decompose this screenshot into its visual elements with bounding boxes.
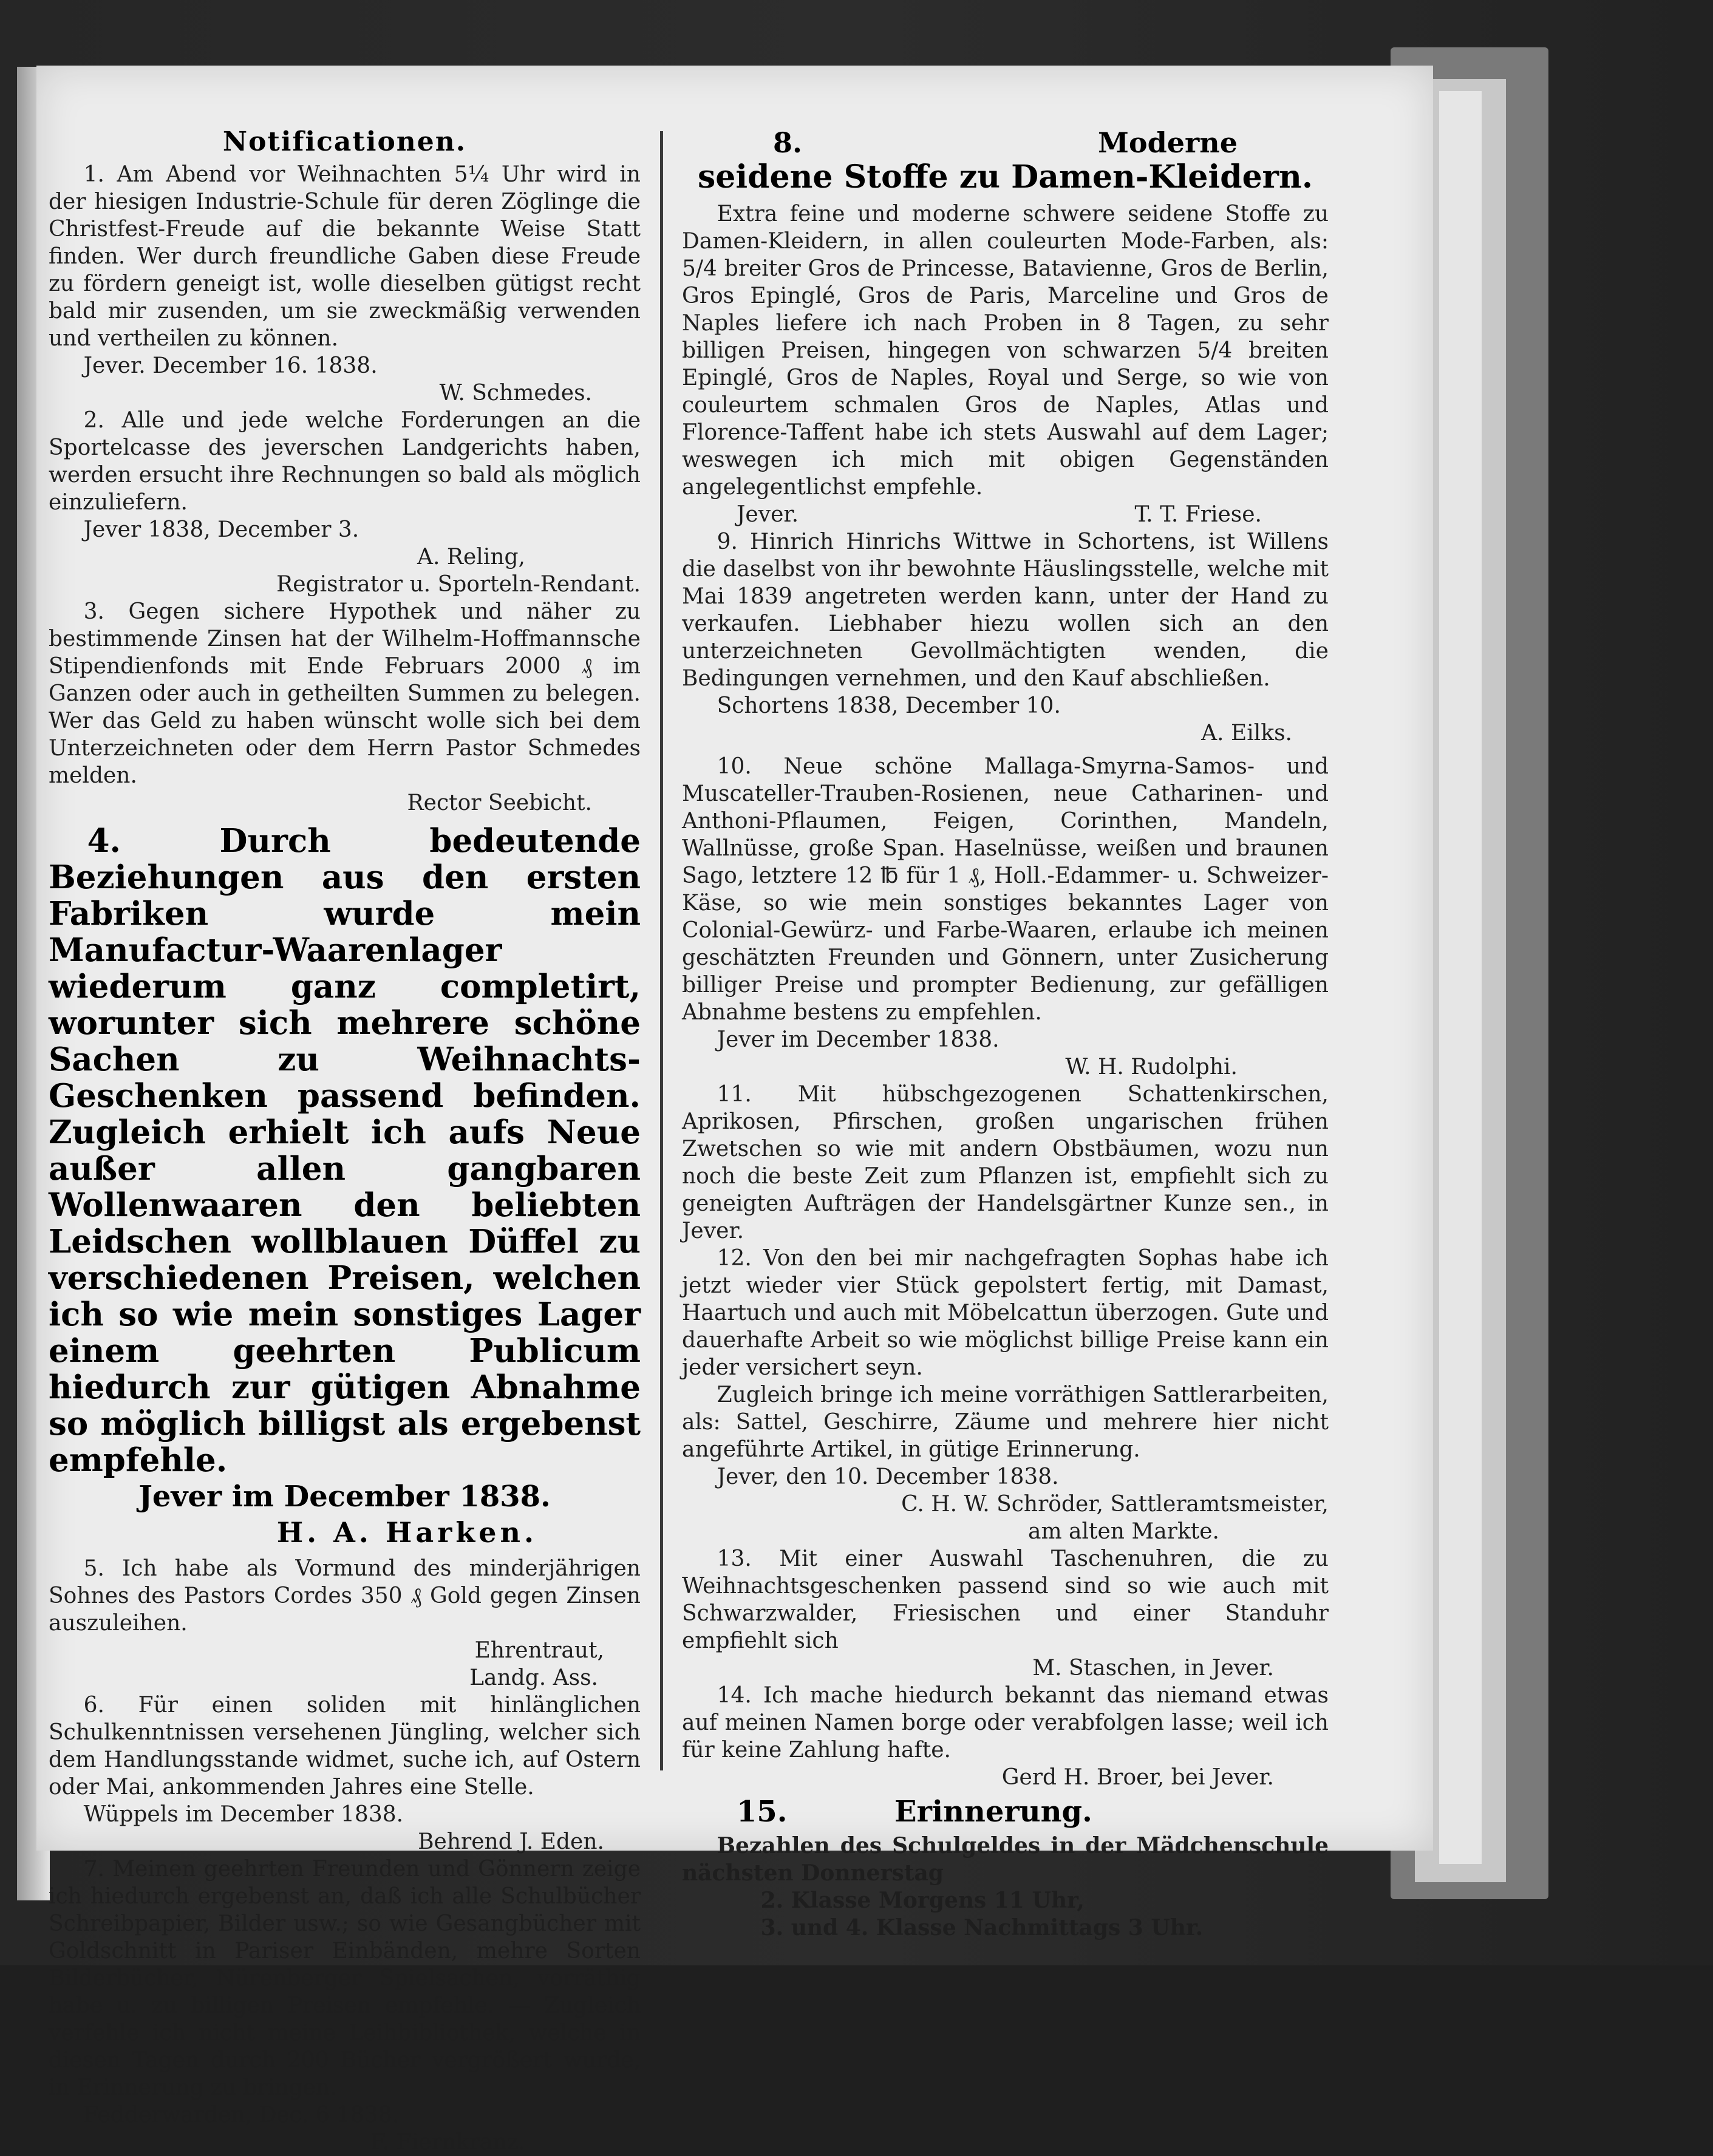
notice-9-date: Schortens 1838, December 10. bbox=[717, 693, 1061, 718]
notice-2-date: Jever 1838, December 3. bbox=[83, 517, 359, 542]
notice-6-text: 6. Für einen soliden mit hinlänglichen Schulkenntnissen versehenen Jüngling, welcher sich dem Handlungsstande widmet, suche ich, auf Ostern oder Mai, ankommenden Jahres eine Stelle. bbox=[49, 1693, 641, 1800]
notice-13-text: 13. Mit einer Auswahl Taschenuhren, die zu Weihnachtsgeschenken passend sind so wie auch mit Schwarzwalder, Friesischen und einer Standuhr empfiehlt sich bbox=[682, 1546, 1329, 1653]
page-stack-edge-inner bbox=[1439, 91, 1482, 1864]
right-column bbox=[682, 126, 1329, 1942]
notice-10-date: Jever im December 1838. bbox=[717, 1027, 1000, 1052]
notice-4-place: Jever im December 1838. bbox=[138, 1480, 551, 1514]
newspaper-page bbox=[36, 66, 1433, 2155]
column-rule bbox=[660, 131, 663, 1770]
notice-6-date: Wüppels im December 1838. bbox=[83, 1802, 404, 1827]
notice-10-signature: W. H. Rudolphi. bbox=[1065, 1055, 1238, 1080]
notice-15-line-2: 3. und 4. Klasse Nachmittags 3 Uhr. bbox=[760, 1915, 1204, 1940]
section-heading: Notificationen. bbox=[222, 126, 467, 157]
notice-3-text: 3. Gegen sichere Hypothek und näher zu bestimmende Zinsen hat der Wilhelm-Hoffmannsche Stipendienfonds mit Ende Februars 2000 ₰ im Ganzen oder auch in getheilten Summen zu belegen. Wer das Geld zu haben wünscht wolle sich bei dem Unterzeichneten oder dem Herrn Pastor Schmedes melden. bbox=[49, 599, 641, 788]
notice-12-date: Jever, den 10. December 1838. bbox=[717, 1464, 1059, 1489]
notice-15-heading-line bbox=[682, 1795, 1329, 1829]
notice-5-text: 5. Ich habe als Vormund des minderjährigen Sohnes des Pastors Cordes 350 ₰ Gold gegen Zinsen auszuleihen. bbox=[49, 1556, 641, 1636]
notice-7-text: 7. Meinen geehrten Freunden und Gönnern zeige ich hiedurch ergebenst an, daß ich alle Schulbücher Schreibpapier, Bilder usw.; so wie Gesangbücher mit Goldschnitt in Pariser Einbänden, mehre Sorten Bilderbücher, Nürenberger Spielsachen, vorräthig habe u. zu billigen Preisen empfehle. — Zugleich verfehle ich nicht meine Leihbibliothek, welche in diesen Tagen durch 200 Bücher vergrößert wurde, in Erinnerung zu bringen. bbox=[49, 1857, 641, 2100]
notice-1-text: 1. Am Abend vor Weihnachten 5¼ Uhr wird in der hiesigen Industrie-Schule für deren Zöglinge die Christfest-Freude auf die bekannte Weise Statt finden. Wer durch freundliche Gaben diese Freude zu fördern geneigt ist, wolle dieselben gütigst recht bald mir zusenden, um sie zweckmäßig verwenden und vertheilen zu können. bbox=[49, 162, 641, 351]
notice-1-signature: W. Schmedes. bbox=[439, 381, 592, 406]
notice-8-number: 8. bbox=[773, 126, 803, 159]
notice-15-heading: Erinnerung. bbox=[894, 1795, 1092, 1829]
notice-10-text: 10. Neue schöne Mallaga-Smyrna-Samos- und Muscateller-Trauben-Rosienen, neue Catharinen- und Anthoni-Pflaumen, Feigen, Corinthen, Mandeln, Wallnüsse, große Span. Haselnüsse, weißen und braunen Sago, letztere 12 ℔ für 1 ₰, Holl.-Edammer- u. Schweizer-Käse, so wie mein sonstiges bekanntes Lager von Colonial-Gewürz- und Farbe-Waaren, erlaube ich meinen geschätzten Freunden und Gönnern, unter Zusicherung billiger Preise und prompter Bedienung, zur gefälligen Abnahme bestens zu empfehlen. bbox=[682, 754, 1329, 1025]
notice-7-date: Fedderwarden, Dec. 6 1838. bbox=[83, 2103, 400, 2127]
notice-4-text: 4. Durch bedeutende Beziehungen aus den ersten Fabriken wurde mein Manufactur-Waarenlager wiederum ganz completirt, worunter sich mehrere schöne Sachen zu Weihnachts-Geschenken passend befinden. Zugleich erhielt ich aufs Neue außer allen gangbaren Wollenwaaren den beliebten Leidschen wollblauen Düffel zu verschiedenen Preisen, welchen ich so wie mein sonstiges Lager einem geehrten Publicum hiedurch zur gütigen Abnahme so möglich billigst als ergebenst empfehle. bbox=[49, 822, 641, 1479]
notice-1-date: Jever. December 16. 1838. bbox=[83, 353, 378, 378]
notice-8-text: Extra feine und moderne schwere seidene Stoffe zu Damen-Kleidern, in allen couleurten Mode-Farben, als: 5/4 breiter Gros de Princesse, Batavienne, Gros de Berlin, Gros Epinglé, Gros de Paris, Marceline und Gros de Naples liefere ich nach Proben in 8 Tagen, zu sehr billigen Preisen, hingegen von schwarzen 5/4 breiten Epinglé, Gros de Naples, Royal und Serge, so wie von couleurtem schmalen Gros de Naples, Atlas und Florence-Taffent habe ich stets Auswahl auf dem Lager; weswegen ich mich mit obigen Gegenständen angelegentlichst empfehle. bbox=[682, 202, 1329, 500]
notice-5-signature-title: Landg. Ass. bbox=[469, 1665, 598, 1690]
notice-2-signature-title: Registrator u. Sporteln-Rendant. bbox=[276, 572, 641, 597]
notice-12-text: 12. Von den bei mir nachgefragten Sophas habe ich jetzt wieder vier Stück gepolstert fertig, mit Damast, Haartuch und auch mit Möbelcattun überzogen. Gute und dauerhafte Arbeit so wie möglichst billige Preise kann ein jeder versichert seyn. bbox=[682, 1246, 1329, 1380]
notice-6-signature: Behrend J. Eden. bbox=[418, 1829, 604, 1854]
notice-8-heading-line bbox=[682, 126, 1329, 159]
notice-11-text: 11. Mit hübschgezogenen Schattenkirschen, Aprikosen, Pfirschen, großen ungarischen frühen Zwetschen so wie mit andern Obstbäumen, wozu nun noch die beste Zeit zum Pflanzen ist, empfiehlt sich zu geneigten Aufträgen der Handelsgärtner Kunze sen., in Jever. bbox=[682, 1082, 1329, 1243]
notice-8-heading-word: Moderne bbox=[1098, 126, 1238, 159]
notice-15-line-1: 2. Klasse Morgens 11 Uhr, bbox=[760, 1888, 1085, 1913]
notice-13-signature: M. Staschen, in Jever. bbox=[1032, 1656, 1274, 1681]
notice-8-heading: seidene Stoffe zu Damen-Kleidern. bbox=[698, 158, 1313, 196]
notice-12-text-2: Zugleich bringe ich meine vorräthigen Sattlerarbeiten, als: Sattel, Geschirre, Zäume und mehrere hier nicht angeführte Artikel, in gütige Erinnerung. bbox=[682, 1382, 1329, 1462]
left-column bbox=[49, 126, 641, 2156]
notice-15-number: 15. bbox=[737, 1795, 788, 1829]
notice-14-text: 14. Ich mache hiedurch bekannt das niemand etwas auf meinen Namen borge oder verabfolgen lasse; weil ich für keine Zahlung hafte. bbox=[682, 1683, 1329, 1763]
notice-3-signature: Rector Seebicht. bbox=[407, 791, 592, 815]
notice-14-signature: Gerd H. Broer, bei Jever. bbox=[1001, 1765, 1274, 1790]
notice-2-text: 2. Alle und jede welche Forderungen an die Sportelcasse des jeverschen Landgerichts haben, werden ersucht ihre Rechnungen so bald als möglich einzuliefern. bbox=[49, 408, 641, 515]
notice-8-signoff bbox=[682, 501, 1329, 528]
notice-7-signature: F. Fiernkranz. bbox=[370, 2130, 525, 2155]
notice-2-signature-name: A. Reling, bbox=[417, 545, 525, 570]
notice-5-signature-name: Ehrentraut, bbox=[474, 1638, 604, 1663]
notice-12-signature-name: C. H. W. Schröder, Sattleramtsmeister, bbox=[901, 1492, 1329, 1517]
notice-15-text: Bezahlen des Schulgeldes in der Mädchenschule nächsten Donnerstag bbox=[682, 1833, 1329, 1886]
notice-8-place: Jever. bbox=[737, 502, 799, 527]
notice-9-text: 9. Hinrich Hinrichs Wittwe in Schortens, ist Willens die daselbst von ihr bewohnte Häuslingsstelle, welche mit Mai 1839 angetreten werden kann, unter der Hand zu verkaufen. Liebhaber hiezu wollen sich an den unterzeichneten Gevollmächtigten wenden, die Bedingungen vernehmen, und den Kauf abschließen. bbox=[682, 529, 1329, 691]
notice-4-signature: H. A. Harken. bbox=[276, 1516, 537, 1549]
notice-8-signature: T. T. Friese. bbox=[1134, 502, 1262, 527]
notice-12-signature-place: am alten Markte. bbox=[1028, 1519, 1219, 1544]
notice-9-signature: A. Eilks. bbox=[1201, 721, 1292, 746]
